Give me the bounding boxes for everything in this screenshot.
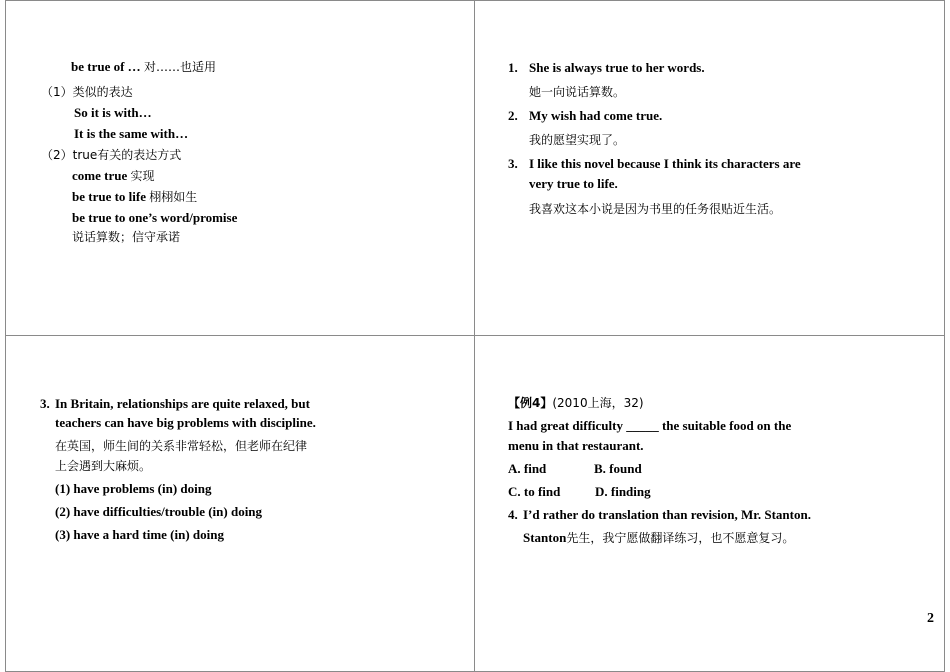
question-line2: menu in that restaurant. — [508, 438, 644, 453]
heading — [71, 59, 216, 75]
true-to-life — [72, 189, 197, 205]
ex2-cn: 我的愿望实现了。 — [529, 133, 626, 147]
ex1-cn: 她一向说话算数。 — [529, 85, 626, 99]
come-true-en: come true — [72, 168, 128, 183]
come-true-cn: 实现 — [130, 169, 155, 183]
item2-label — [41, 147, 181, 163]
item1-line2: It is the same with… — [74, 126, 189, 141]
phrase3: (3) have a hard time (in) doing — [55, 527, 224, 542]
ex3-en-line2: very true to life. — [529, 176, 618, 191]
option-c: C. to find — [508, 484, 561, 499]
item4-num: 4. — [508, 507, 518, 522]
item3-en-line2: teachers can have big problems with discipline. — [55, 415, 316, 430]
item2-label-num: （2）true — [41, 148, 98, 162]
item3-num: 3. — [40, 396, 50, 411]
ex2-num: 2. — [508, 108, 518, 123]
item1-line1: So it is with… — [74, 105, 152, 120]
item4-en: I’d rather do translation than revision, Mr. Stanton. — [523, 507, 811, 522]
item2-label-cn: 有关的表达方式 — [97, 148, 182, 162]
vertical-divider — [474, 0, 475, 672]
ex3-cn: 我喜欢这本小说是因为书里的任务很贴近生活。 — [529, 202, 782, 216]
heading-en: be true of … — [71, 59, 141, 74]
option-d: D. finding — [595, 484, 651, 499]
horizontal-divider — [5, 335, 945, 336]
item3-cn-line1: 在英国，师生间的关系非常轻松，但老师在纪律 — [55, 439, 308, 453]
phrase1: (1) have problems (in) doing — [55, 481, 212, 496]
word-promise-cn: 说话算数；信守承诺 — [72, 230, 181, 244]
ex1-en: She is always true to her words. — [529, 60, 705, 75]
question-line1: I had great difficulty _____ the suitable food on the — [508, 418, 792, 433]
item4-cn-name: Stanton — [523, 530, 567, 545]
ex3-num: 3. — [508, 156, 518, 171]
true-to-life-en: be true to life — [72, 189, 147, 204]
option-a: A. find — [508, 461, 547, 476]
true-to-life-cn: 栩栩如生 — [149, 190, 198, 204]
option-b: B. found — [594, 461, 642, 476]
example-label: 【例4】 — [508, 396, 553, 410]
page-frame — [5, 0, 945, 672]
example-header — [508, 395, 644, 411]
item4-cn — [523, 530, 794, 546]
item4-cn-text: 先生，我宁愿做翻译练习，也不愿意复习。 — [566, 531, 795, 545]
phrase2: (2) have difficulties/trouble (in) doing — [55, 504, 263, 519]
item3-en-line1: In Britain, relationships are quite relaxed, but — [55, 396, 310, 411]
example-source: (2010上海，32) — [552, 396, 644, 410]
ex1-num: 1. — [508, 60, 518, 75]
heading-cn: 对……也适用 — [143, 60, 216, 74]
page-number: 2 — [927, 611, 934, 626]
word-promise-en: be true to one’s word/promise — [72, 210, 238, 225]
ex3-en-line1: I like this novel because I think its characters are — [529, 156, 801, 171]
come-true — [72, 168, 154, 184]
item3-cn-line2: 上会遇到大麻烦。 — [55, 459, 152, 473]
item1-label: （1）类似的表达 — [41, 85, 133, 99]
ex2-en: My wish had come true. — [529, 108, 663, 123]
